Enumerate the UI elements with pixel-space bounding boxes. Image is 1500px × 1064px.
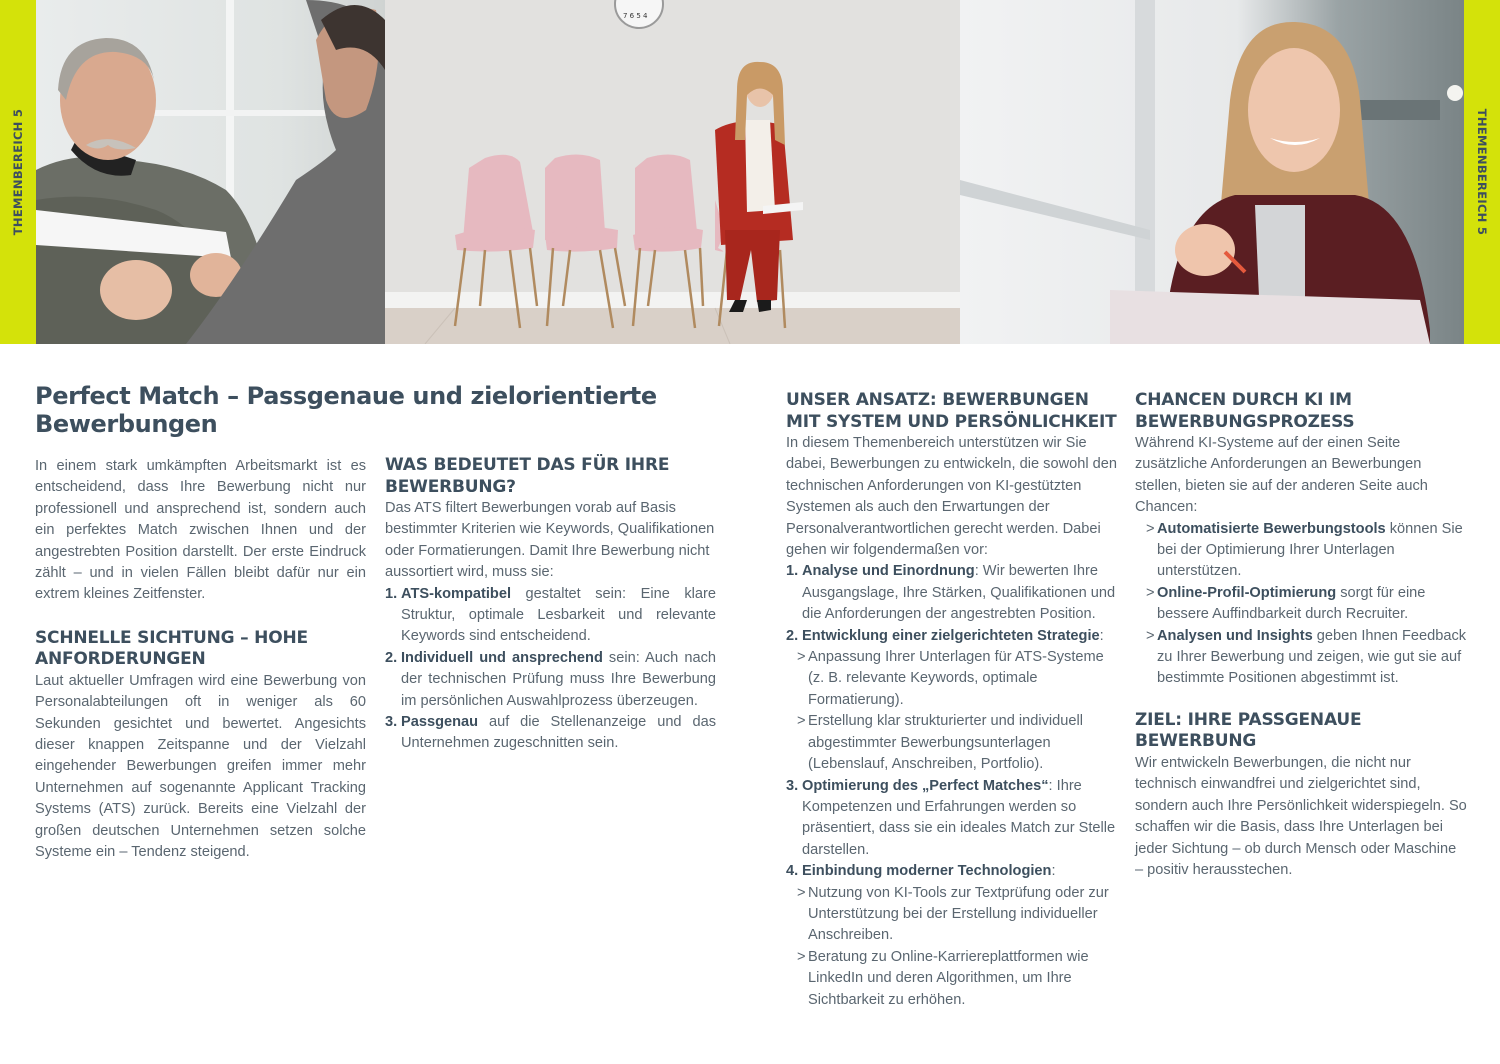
svg-text:7 6 5 4: 7 6 5 4 <box>623 12 648 20</box>
list-item: 2. Entwicklung einer zielgerichteten Strategie: <box>786 627 1104 644</box>
list-item: > Beratung zu Online-Karriereplattformen wie LinkedIn und deren Algorithmen, um Ihre Sichtbarkeit zu erhöhen. <box>797 948 1089 1008</box>
heading-was-bedeutet: WAS BEDEUTET DAS FÜR IHRE BEWERBUNG? <box>385 455 670 497</box>
intro-paragraph: In einem stark umkämpften Arbeitsmarkt ist es entscheidend, dass Ihre Bewerbung nicht nur professionell und ansprechend ist, sondern auch ein perfektes Match zwischen Ihnen und der angestrebten Position darstellt. Der erste Eindruck zählt – und in vielen Fällen bleibt dafür nur ein extrem kleines Zeitfenster. <box>35 458 366 603</box>
column-ats <box>385 455 716 755</box>
list-item: 3. Optimierung des „Perfect Matches“: Ihre Kompetenzen und Erfahrungen werden so präsentiert, dass sie ein ideales Match zur Stelle darstellen. <box>786 777 1116 858</box>
ats-requirements-list <box>385 584 716 755</box>
column-chancen <box>1135 390 1467 881</box>
heading-ziel: ZIEL: IHRE PASSGENAUE BEWERBUNG <box>1135 709 1362 752</box>
photo-smiling-woman-laptop <box>960 0 1464 344</box>
heading-chancen: CHANCEN DURCH KI IM BEWERBUNGSPROZESS <box>1135 390 1355 432</box>
ansatz-intro-paragraph: In diesem Themenbereich unterstützen wir Sie dabei, Bewerbungen zu entwickeln, die sowohl den technischen Anforderungen von KI-gestützten Systemen als auch den Erwartungen der Personalverantwortlichen gerecht werden. Dabei gehen wir folgendermaßen vor: <box>786 435 1118 559</box>
column-unser-ansatz <box>786 390 1118 1011</box>
schnelle-sichtung-paragraph: Laut aktueller Umfragen wird eine Bewerbung von Personalabteilungen oft in weniger als 60 Sekunden gesichtet und bewertet. Angesichts dieser knappen Zeitspanne und der Vielzahl eingehender Bewerbungen greifen immer mehr Unternehmen auf sogenannte Applicant Tracking Systems (ATS) zurück. Bereits eine Vielzahl der großen deutschen Unternehmen setzen solche Systeme ein – Tendenz steigend. <box>35 672 366 861</box>
interview-photo-image <box>36 0 385 344</box>
page-title: Perfect Match – Passgenaue und zielorientierte Bewerbungen <box>35 382 657 438</box>
ziel-paragraph: Wir entwickeln Bewerbungen, die nicht nur technisch einwandfrei und zielgerichtet sind, sondern auch Ihre Persönlichkeit widerspiegeln. So schaffen wir die Basis, dass Ihre Unterlagen bei jeder Sichtung – ob durch Mensch oder Maschine – positiv herausstechen. <box>1135 754 1467 878</box>
photo-band <box>0 0 1500 344</box>
list-item: 2. Individuell und ansprechend sein: Auch nach der technischen Prüfung muss Ihre Bewerbung im persönlichen Auswahlprozess überzeugen. <box>385 649 716 709</box>
list-item: 1. Analyse und Einordnung: Wir bewerten Ihre Ausgangslage, Ihre Stärken, Qualifikationen und die Anforderungen der angestrebten Position. <box>786 563 1116 623</box>
photo-waiting-room <box>385 0 960 344</box>
side-tab-right <box>1464 0 1500 344</box>
list-item: 3. Passgenau auf die Stellenanzeige und das Unternehmen zugeschnitten sein. <box>385 714 716 752</box>
list-item: > Nutzung von KI-Tools zur Textprüfung oder zur Unterstützung bei der Erstellung individueller Anschreiben. <box>797 884 1109 944</box>
list-item: 1. ATS-kompatibel gestaltet sein: Eine klare Struktur, optimale Lesbarkeit und relevante Keywords sind entscheidend. <box>385 585 716 645</box>
list-item: > Erstellung klar strukturierter und individuell abgestimmter Bewerbungsunterlagen (Lebenslauf, Anschreiben, Portfolio). <box>797 713 1083 773</box>
chancen-intro-paragraph: Während KI-Systeme auf der einen Seite zusätzliche Anforderungen an Bewerbungen stellen, bieten sie auf der anderen Seite auch Chancen: <box>1135 435 1428 516</box>
side-tab-left <box>0 0 36 344</box>
list-item: 4. Einbindung moderner Technologien: <box>786 863 1056 880</box>
list-item: > Automatisierte Bewerbungstools können Sie bei der Optimierung Ihrer Unterlagen unterstützen. <box>1146 520 1463 580</box>
heading-unser-ansatz: UNSER ANSATZ: BEWERBUNGEN MIT SYSTEM UND PERSÖNLICHKEIT <box>786 390 1117 432</box>
heading-schnelle-sichtung: SCHNELLE SICHTUNG – HOHE ANFORDERUNGEN <box>35 627 308 670</box>
waiting-room-photo-image <box>385 0 960 344</box>
strategy-sublist <box>786 647 1118 775</box>
section-label-right: THEMENBEREICH 5 <box>1475 108 1489 236</box>
chancen-bullet-list <box>1135 519 1467 690</box>
ansatz-steps-list <box>786 561 1118 1011</box>
list-item: > Anpassung Ihrer Unterlagen für ATS-Systeme (z. B. relevante Keywords, optimale Formatierung). <box>797 649 1104 708</box>
technology-sublist <box>786 883 1118 1011</box>
list-item: > Analysen und Insights geben Ihnen Feedback zu Ihrer Bewerbung und zeigen, wie gut sie auf bestimmte Positionen abgestimmt ist. <box>1146 627 1467 687</box>
list-item: > Online-Profil-Optimierung sorgt für eine bessere Auffindbarkeit durch Recruiter. <box>1146 584 1426 623</box>
column-intro <box>35 456 366 864</box>
section-label-left: THEMENBEREICH 5 <box>11 108 25 236</box>
photo-interview-older-man <box>36 0 385 344</box>
laptop-photo-image <box>960 0 1464 344</box>
ats-intro-paragraph: Das ATS filtert Bewerbungen vorab auf Basis bestimmter Kriterien wie Keywords, Qualifikationen oder Formatierungen. Damit Ihre Bewerbung nicht aussortiert wird, muss sie: <box>385 500 715 581</box>
